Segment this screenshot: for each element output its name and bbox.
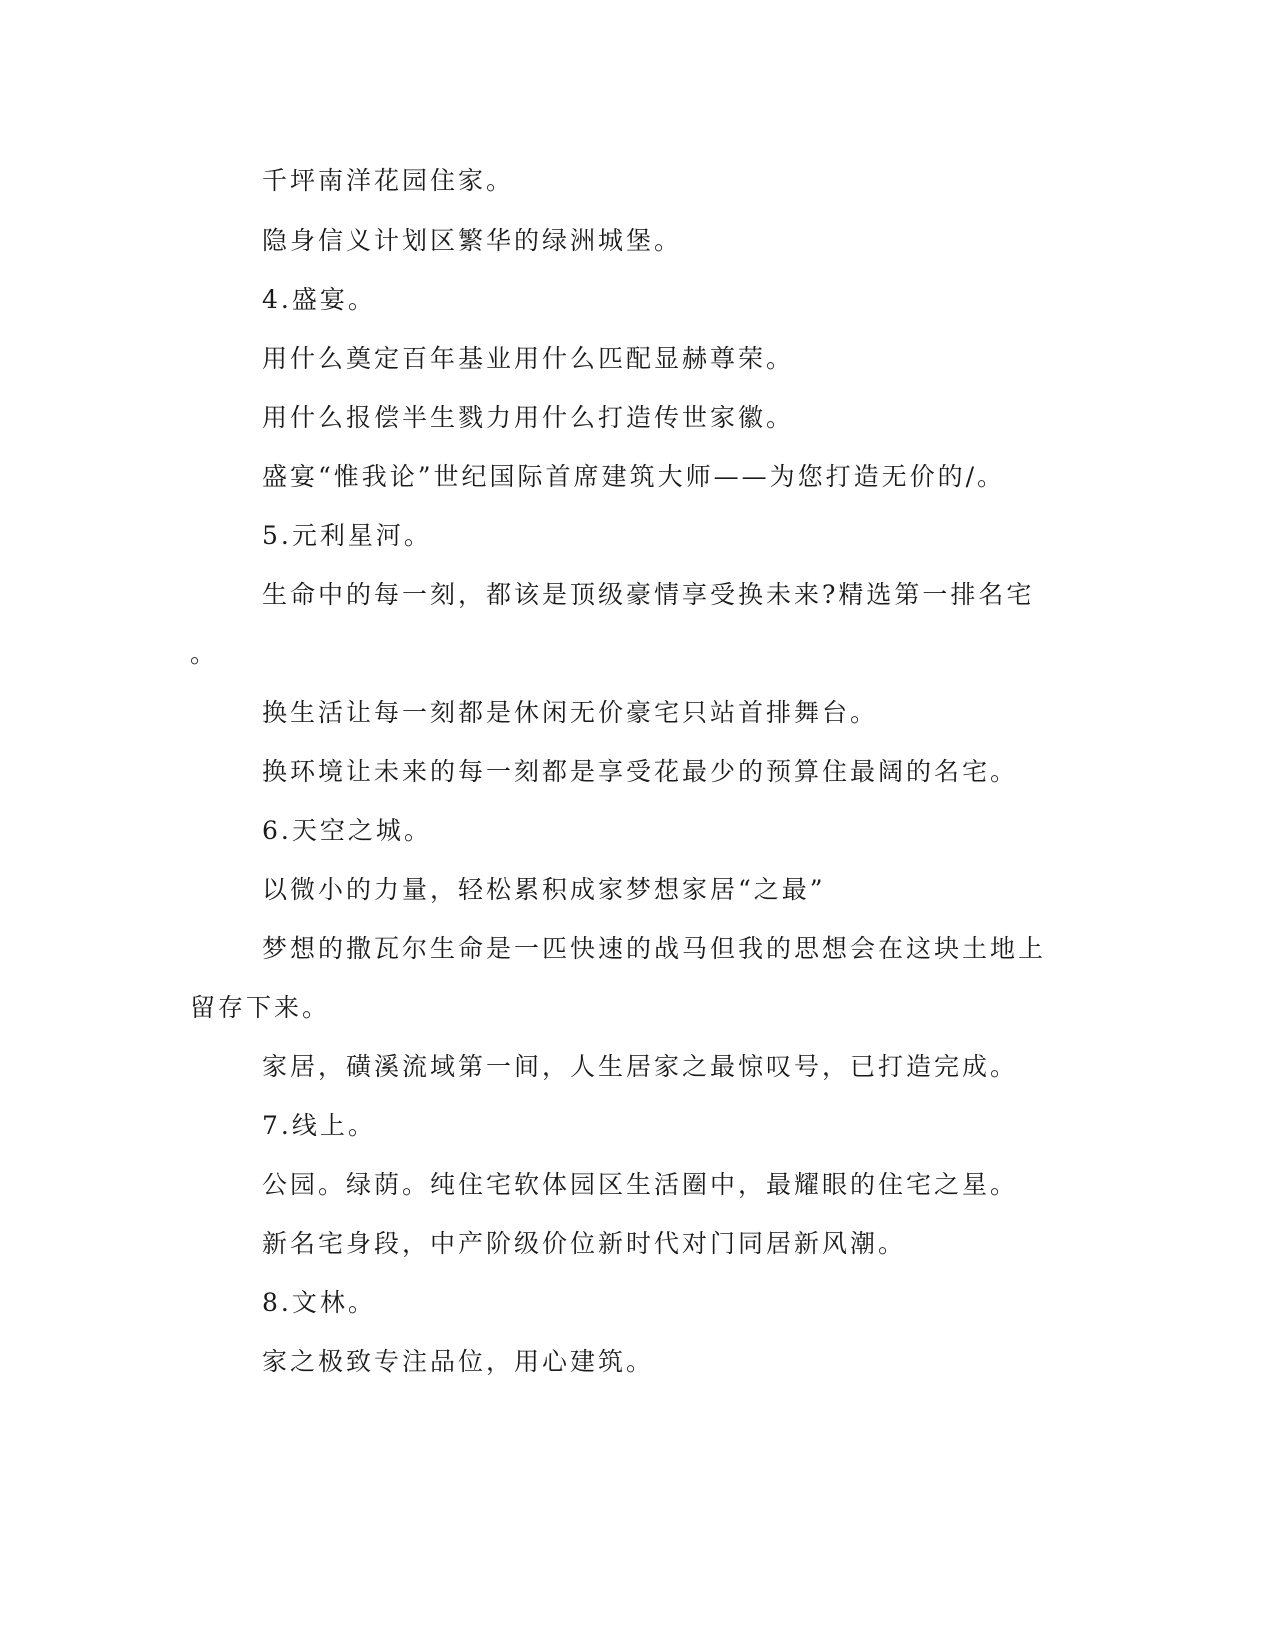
section-heading: 5.元利星河。	[262, 521, 432, 550]
section-heading: 6.天空之城。	[262, 816, 432, 845]
paragraph-line: 隐身信义计划区繁华的绿洲城堡。	[262, 226, 683, 255]
paragraph-line: 生命中的每一刻，都该是顶级豪情享受换未来?精选第一排名宅	[262, 580, 1035, 609]
paragraph-line: 换环境让未来的每一刻都是享受花最少的预算住最阔的名宅。	[262, 757, 1019, 786]
paragraph-line: 用什么奠定百年基业用什么匹配显赫尊荣。	[262, 344, 795, 373]
section-heading: 4.盛宴。	[262, 285, 376, 314]
paragraph-line: 千坪南洋花园住家。	[262, 166, 515, 195]
paragraph-line-continuation: 。	[190, 639, 219, 668]
paragraph-line: 用什么报偿半生戮力用什么打造传世家徽。	[262, 403, 795, 432]
paragraph-line-continuation: 留存下来。	[190, 993, 331, 1022]
paragraph-line: 新名宅身段，中产阶级价位新时代对门同居新风潮。	[262, 1229, 907, 1258]
paragraph-line: 换生活让每一刻都是休闲无价豪宅只站首排舞台。	[262, 698, 879, 727]
paragraph-line: 家居，磺溪流域第一间，人生居家之最惊叹号，已打造完成。	[262, 1052, 1019, 1081]
section-heading: 8.文林。	[262, 1288, 376, 1317]
paragraph-line: 梦想的撒瓦尔生命是一匹快速的战马但我的思想会在这块土地上	[262, 934, 1047, 963]
section-heading: 7.线上。	[262, 1111, 376, 1140]
paragraph-line: 家之极致专注品位，用心建筑。	[262, 1347, 655, 1376]
paragraph-line: 公园。绿荫。纯住宅软体园区生活圈中，最耀眼的住宅之星。	[262, 1170, 1019, 1199]
paragraph-line: 以微小的力量，轻松累积成家梦想家居“之最”	[262, 875, 826, 904]
paragraph-line: 盛宴“惟我论”世纪国际首席建筑大师——为您打造无价的/。	[262, 462, 1005, 491]
